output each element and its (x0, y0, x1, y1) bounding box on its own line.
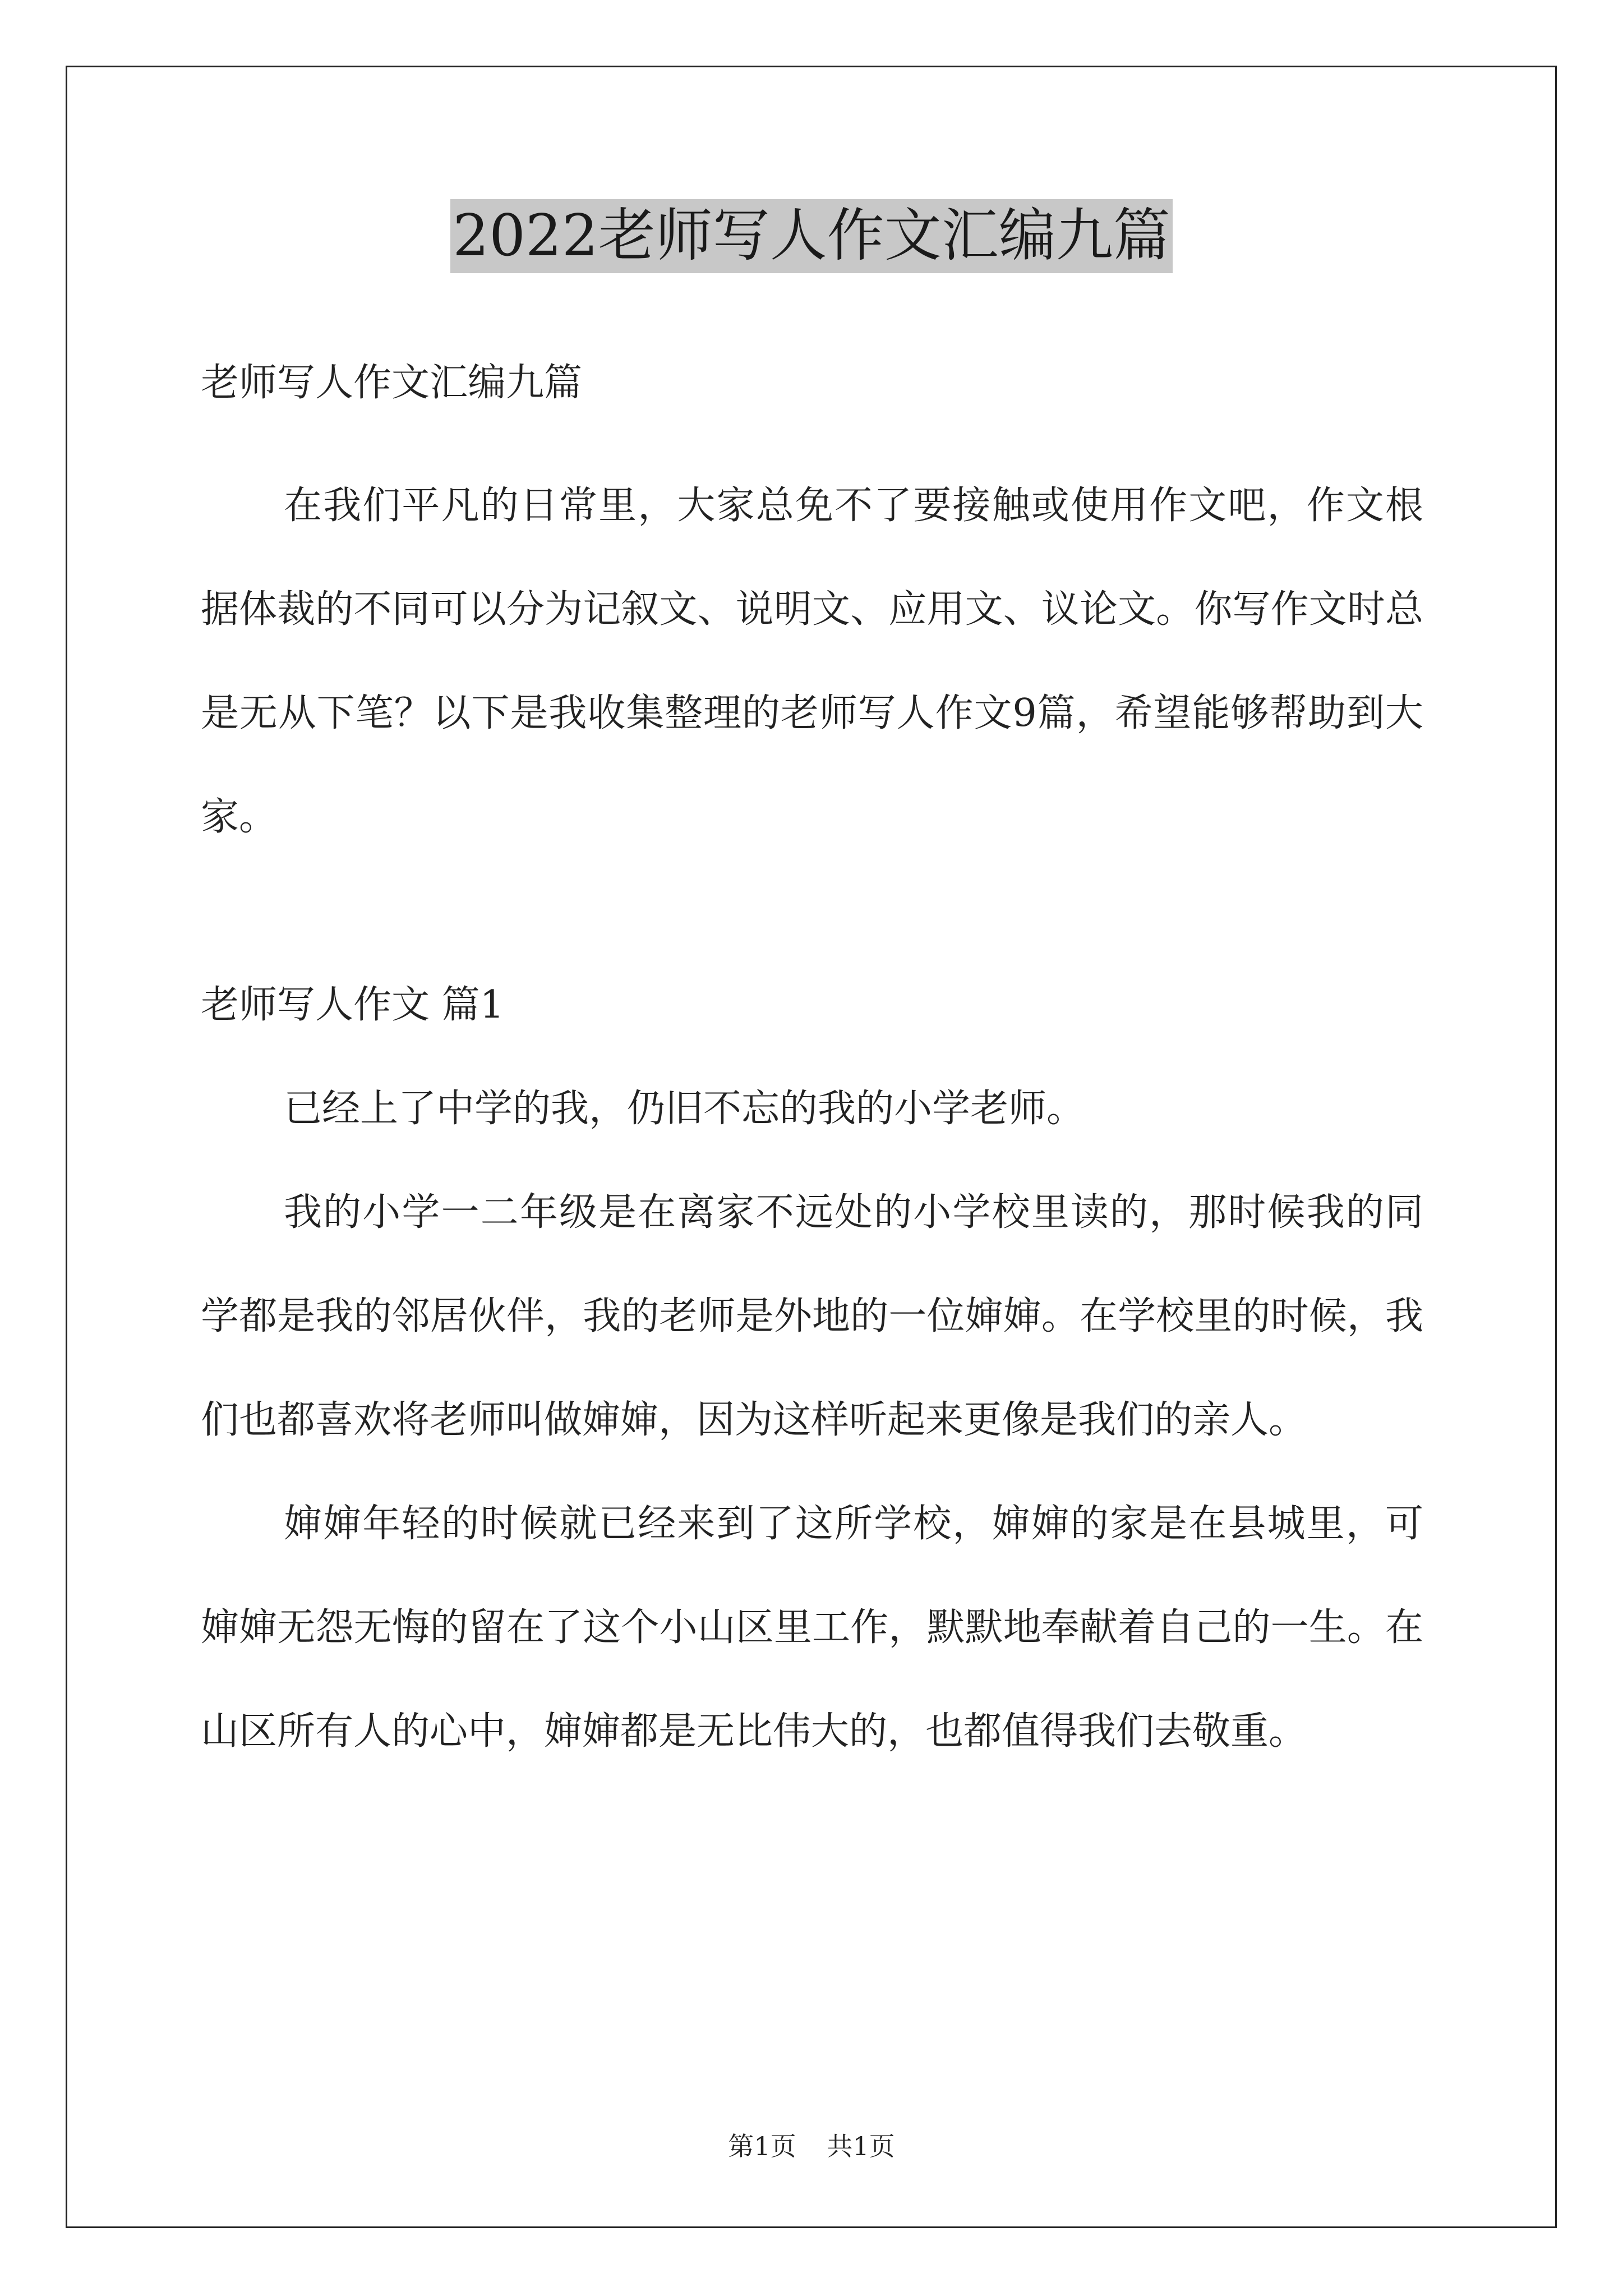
page-total: 共1页 (827, 2131, 895, 2161)
body-paragraph: 婶婶年轻的时候就已经来到了这所学校，婶婶的家是在县城里，可婶婶无怨无悔的留在了这个小山区里工作，默默地奉献着自己的一生。在山区所有人的心中，婶婶都是无比伟大的，也都值得我们去敬重。 (201, 1502, 1423, 1754)
document-title: 2022老师写人作文汇编九篇 (450, 199, 1173, 273)
intro-paragraph: 在我们平凡的日常里，大家总免不了要接触或使用作文吧，作文根据体裁的不同可以分为记叙文、说明文、应用文、议论文。你写作文时总是无从下笔？以下是我收集整理的老师写人作文9篇，希望能够帮助到大家。 (201, 484, 1423, 839)
page-number: 第1页 (728, 2131, 796, 2161)
title-container (0, 199, 1623, 273)
body-paragraph: 我的小学一二年级是在离家不远处的小学校里读的，那时候我的同学都是我的邻居伙伴，我的老师是外地的一位婶婶。在学校里的时候，我们也都喜欢将老师叫做婶婶，因为这样听起来更像是我们的亲人。 (201, 1190, 1423, 1442)
section-heading: 老师写人作文 篇1 (201, 983, 504, 1027)
document-body (201, 331, 1423, 1783)
subtitle: 老师写人作文汇编九篇 (201, 361, 583, 405)
body-paragraph: 已经上了中学的我，仍旧不忘的我的小学老师。 (284, 1087, 1085, 1131)
page-footer (0, 2126, 1623, 2163)
